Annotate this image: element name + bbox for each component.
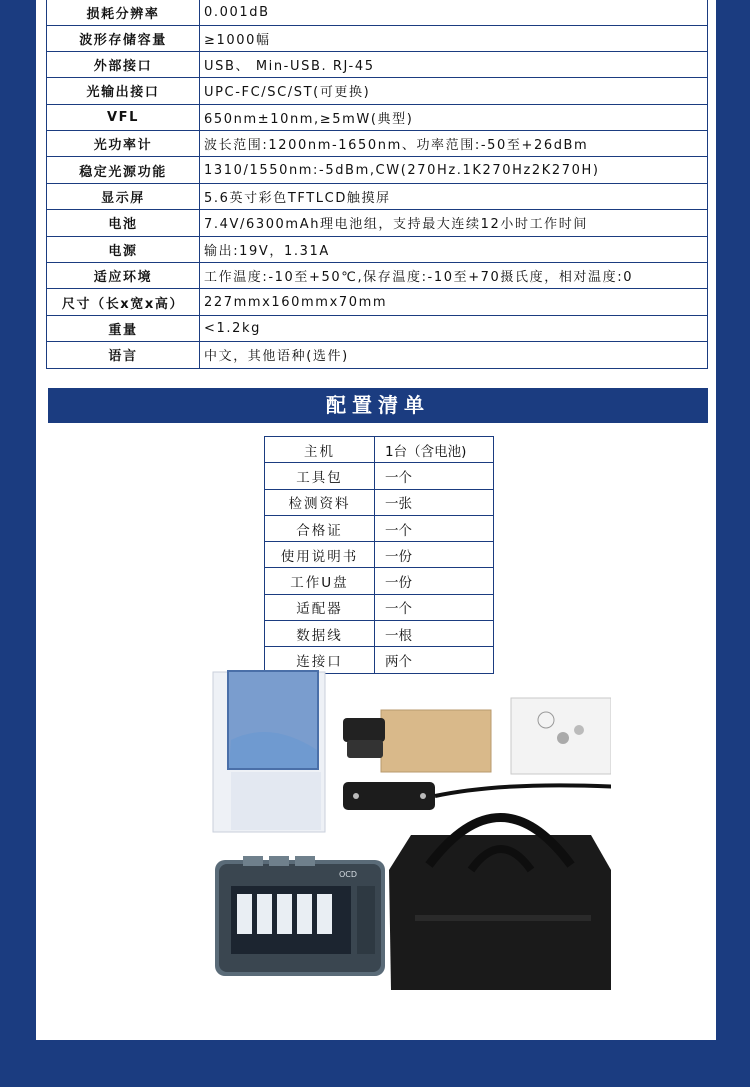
section-banner: 配置清单	[48, 388, 708, 423]
config-item: 主机	[265, 437, 375, 463]
table-row	[47, 51, 708, 77]
document-pack	[213, 670, 325, 832]
config-item: 检测资料	[265, 489, 375, 515]
config-qty: 一张	[375, 489, 494, 515]
config-qty: 一根	[375, 621, 494, 647]
table-row	[47, 210, 708, 236]
config-qty: 一个	[375, 515, 494, 541]
product-photo	[171, 660, 611, 990]
spec-key: 电池	[47, 210, 200, 236]
spec-value: USB、 Min-USB. RJ-45	[200, 51, 708, 77]
config-qty: 一份	[375, 542, 494, 568]
spec-table	[46, 0, 708, 369]
spec-value: 7.4V/6300mAh理电池组，支持最大连续12小时工作时间	[200, 210, 708, 236]
spec-key: 重量	[47, 315, 200, 341]
config-qty: 一份	[375, 568, 494, 594]
carry-bag	[389, 818, 611, 991]
config-qty: 一个	[375, 463, 494, 489]
table-row	[47, 315, 708, 341]
accessory-bag	[511, 698, 611, 774]
table-row	[47, 183, 708, 209]
config-item: 使用说明书	[265, 542, 375, 568]
spec-value: 中文，其他语种(选件)	[200, 342, 708, 368]
spec-value: 650nm±10nm,≥5mW(典型)	[200, 104, 708, 130]
config-table	[264, 436, 494, 674]
table-row	[47, 131, 708, 157]
spec-value: 0.001dB	[200, 0, 708, 25]
table-row	[47, 236, 708, 262]
config-qty: 1台（含电池)	[375, 437, 494, 463]
config-item: 工作U盘	[265, 568, 375, 594]
spec-key: 损耗分辨率	[47, 0, 200, 25]
table-row	[265, 463, 494, 489]
config-item: 适配器	[265, 594, 375, 620]
spec-key: VFL	[47, 104, 200, 130]
table-row	[265, 568, 494, 594]
spec-key: 适应环境	[47, 263, 200, 289]
config-item: 连接口	[265, 647, 375, 673]
spec-value: 波长范围:1200nm-1650nm、功率范围:-50至+26dBm	[200, 131, 708, 157]
spec-value: 5.6英寸彩色TFTLCD触摸屏	[200, 183, 708, 209]
table-row	[47, 289, 708, 315]
tool-pouch	[343, 782, 611, 810]
table-row	[265, 489, 494, 515]
table-row	[47, 104, 708, 130]
table-row	[47, 25, 708, 51]
table-row	[265, 542, 494, 568]
config-qty: 两个	[375, 647, 494, 673]
table-row	[47, 157, 708, 183]
config-item: 工具包	[265, 463, 375, 489]
config-qty: 一个	[375, 594, 494, 620]
spec-key: 尺寸（长x宽x高）	[47, 289, 200, 315]
spec-value: 227mmx160mmx70mm	[200, 289, 708, 315]
table-row	[47, 78, 708, 104]
spec-key: 外部接口	[47, 51, 200, 77]
spec-key: 显示屏	[47, 183, 200, 209]
content-panel	[36, 0, 716, 1040]
spec-key: 电源	[47, 236, 200, 262]
otdr-device	[215, 856, 385, 976]
table-row	[265, 515, 494, 541]
spec-value: UPC-FC/SC/ST(可更换)	[200, 78, 708, 104]
spec-key: 稳定光源功能	[47, 157, 200, 183]
spec-value: 输出:19V，1.31A	[200, 236, 708, 262]
spec-key: 波形存储容量	[47, 25, 200, 51]
config-item: 合格证	[265, 515, 375, 541]
device-brand-logo: OCD	[339, 870, 358, 879]
adapter-box	[343, 710, 491, 772]
table-row	[265, 594, 494, 620]
table-row	[47, 263, 708, 289]
spec-value: 1310/1550nm:-5dBm,CW(270Hz.1K270Hz2K270H)	[200, 157, 708, 183]
table-row	[265, 621, 494, 647]
spec-key: 光输出接口	[47, 78, 200, 104]
spec-value: ≥1000幅	[200, 25, 708, 51]
spec-value: <1.2kg	[200, 315, 708, 341]
table-row	[47, 342, 708, 368]
spec-key: 光功率计	[47, 131, 200, 157]
config-item: 数据线	[265, 621, 375, 647]
spec-key: 语言	[47, 342, 200, 368]
table-row	[265, 437, 494, 463]
spec-value: 工作温度:-10至+50℃,保存温度:-10至+70摄氏度，相对温度:0	[200, 263, 708, 289]
table-row	[47, 0, 708, 25]
